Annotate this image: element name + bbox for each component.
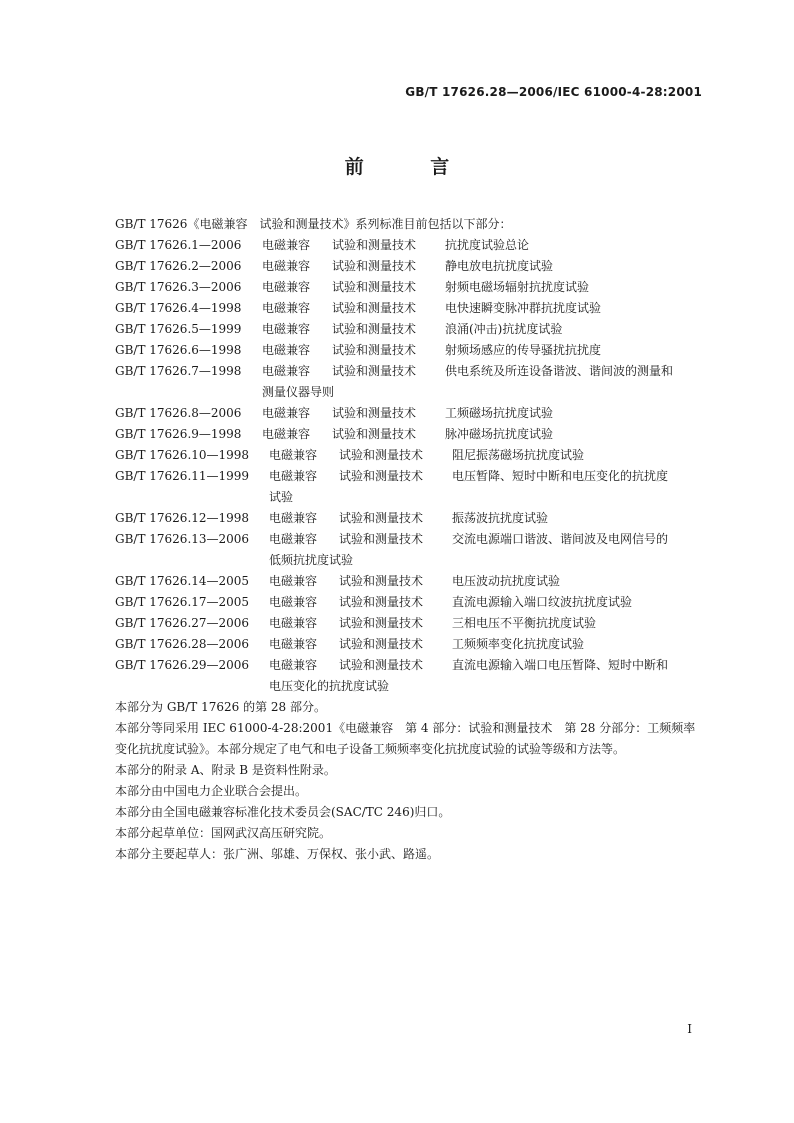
standard-subcategory: 试验和测量技术	[332, 427, 417, 441]
standard-subcategory: 试验和测量技术	[339, 574, 424, 588]
standard-title-text: 阻尼振荡磁场抗扰度试验	[452, 448, 585, 462]
standard-list-item-continuation	[115, 550, 705, 571]
intro-line: GB/T 17626《电磁兼容 试验和测量技术》系列标准目前包括以下部分：	[115, 217, 512, 231]
standard-list-item	[115, 655, 705, 676]
standards-list	[115, 235, 705, 697]
standard-title-continuation: 电压变化的抗扰度试验	[269, 679, 390, 693]
standard-category: 电磁兼容	[269, 595, 318, 609]
page-title: 前 言	[344, 156, 480, 178]
standard-list-item	[115, 277, 705, 298]
standard-list-item-continuation	[115, 676, 705, 697]
standard-list-item-continuation	[115, 487, 705, 508]
standard-category: 电磁兼容	[269, 532, 318, 546]
standard-title	[452, 508, 705, 529]
standard-subcategory: 试验和测量技术	[339, 616, 424, 630]
standard-title	[445, 403, 705, 424]
foreword-body	[115, 214, 705, 865]
standard-list-item	[115, 361, 705, 382]
standard-title-text: 直流电源输入端口纹波抗扰度试验	[452, 595, 633, 609]
standard-code: GB/T 17626.11—1999	[115, 469, 250, 483]
standard-category: 电磁兼容	[269, 637, 318, 651]
foreword-paragraph: 本部分的附录 A、附录 B 是资料性附录。	[115, 763, 336, 777]
standard-title-text: 射频场感应的传导骚扰抗扰度	[445, 343, 602, 357]
standard-title-continuation: 试验	[269, 490, 294, 504]
standard-title	[445, 361, 705, 382]
standard-subcategory: 试验和测量技术	[332, 259, 417, 273]
standard-subcategory: 试验和测量技术	[339, 511, 424, 525]
standard-title-text: 射频电磁场辐射抗扰度试验	[445, 280, 590, 294]
standard-list-item	[115, 466, 705, 487]
standard-title-text: 供电系统及所连设备谐波、谐间波的测量和	[445, 364, 674, 378]
standard-title-text: 电快速瞬变脉冲群抗扰度试验	[445, 301, 602, 315]
standard-title-text: 工频频率变化抗扰度试验	[452, 637, 585, 651]
standard-title	[452, 592, 705, 613]
standard-code: GB/T 17626.28—2006	[115, 637, 250, 651]
standard-title-text: 电压暂降、短时中断和电压变化的抗扰度	[452, 469, 669, 483]
standard-list-item	[115, 529, 705, 550]
standard-subcategory: 试验和测量技术	[332, 343, 417, 357]
standard-title-text: 静电放电抗扰度试验	[445, 259, 554, 273]
standard-list-item	[115, 340, 705, 361]
standard-title	[445, 340, 705, 361]
standard-title	[452, 571, 705, 592]
standard-subcategory: 试验和测量技术	[339, 532, 424, 546]
foreword-paragraph: 本部分等同采用 IEC 61000-4-28:2001《电磁兼容 第 4 部分：试验和测量技术 第 28 分部分：工频频率变化抗扰度试验》。本部分规定了电气和电子设备工频频率变化抗扰度试验的试验等级和方法等。	[115, 721, 696, 756]
standard-category: 电磁兼容	[262, 427, 311, 441]
standard-category: 电磁兼容	[262, 364, 311, 378]
standard-category: 电磁兼容	[262, 238, 311, 252]
standard-subcategory: 试验和测量技术	[339, 595, 424, 609]
standard-title	[445, 298, 705, 319]
standard-title-text: 脉冲磁场抗扰度试验	[445, 427, 554, 441]
standard-code: GB/T 17626.3—2006	[115, 280, 242, 294]
standard-code: GB/T 17626.13—2006	[115, 532, 250, 546]
standard-title-text: 浪涌(冲击)抗扰度试验	[445, 322, 563, 336]
standard-title	[445, 277, 705, 298]
standard-list-item	[115, 403, 705, 424]
foreword-paragraph: 本部分为 GB/T 17626 的第 28 部分。	[115, 700, 326, 714]
foreword-paragraph: 本部分起草单位：国网武汉高压研究院。	[115, 826, 332, 840]
standard-subcategory: 试验和测量技术	[332, 238, 417, 252]
standard-category: 电磁兼容	[269, 511, 318, 525]
standard-title-continuation: 低频抗扰度试验	[269, 553, 354, 567]
standard-list-item	[115, 613, 705, 634]
standard-list-item	[115, 634, 705, 655]
standard-code: GB/T 17626.9—1998	[115, 427, 242, 441]
standard-title	[445, 424, 705, 445]
standard-category: 电磁兼容	[269, 448, 318, 462]
standard-code: GB/T 17626.17—2005	[115, 595, 250, 609]
standard-title-continuation: 测量仪器导则	[262, 385, 335, 399]
standard-list-item	[115, 319, 705, 340]
standard-subcategory: 试验和测量技术	[332, 406, 417, 420]
standard-category: 电磁兼容	[262, 301, 311, 315]
standard-code: GB/T 17626.2—2006	[115, 259, 242, 273]
standard-title	[452, 529, 705, 550]
standard-title	[452, 634, 705, 655]
standard-category: 电磁兼容	[269, 616, 318, 630]
page-number: I	[687, 1022, 692, 1036]
standard-code: GB/T 17626.7—1998	[115, 364, 242, 378]
standard-title-text: 工频磁场抗扰度试验	[445, 406, 554, 420]
standard-title-text: 三相电压不平衡抗扰度试验	[452, 616, 597, 630]
standard-code: GB/T 17626.27—2006	[115, 616, 250, 630]
standard-list-item	[115, 508, 705, 529]
standard-title	[452, 655, 705, 676]
foreword-paragraph: 本部分由中国电力企业联合会提出。	[115, 784, 308, 798]
standard-code: GB/T 17626.8—2006	[115, 406, 242, 420]
standard-category: 电磁兼容	[262, 343, 311, 357]
standard-title-text: 交流电源端口谐波、谐间波及电网信号的	[452, 532, 669, 546]
standard-title	[452, 466, 705, 487]
standard-title-text: 直流电源输入端口电压暂降、短时中断和	[452, 658, 669, 672]
standard-title	[445, 235, 705, 256]
standard-list-item	[115, 592, 705, 613]
standard-code: GB/T 17626.12—1998	[115, 511, 250, 525]
standard-title	[445, 256, 705, 277]
standard-list-item-continuation	[115, 382, 705, 403]
standard-subcategory: 试验和测量技术	[332, 322, 417, 336]
standard-category: 电磁兼容	[269, 658, 318, 672]
standard-list-item	[115, 256, 705, 277]
standard-subcategory: 试验和测量技术	[339, 637, 424, 651]
standard-title-text: 电压波动抗扰度试验	[452, 574, 561, 588]
standard-subcategory: 试验和测量技术	[339, 448, 424, 462]
foreword-paragraph: 本部分由全国电磁兼容标准化技术委员会(SAC/TC 246)归口。	[115, 805, 451, 819]
standard-category: 电磁兼容	[262, 259, 311, 273]
standard-subcategory: 试验和测量技术	[332, 301, 417, 315]
standard-title-text: 振荡波抗扰度试验	[452, 511, 549, 525]
standard-category: 电磁兼容	[262, 280, 311, 294]
foreword-paragraph: 本部分主要起草人：张广洲、邬雄、万保权、张小武、路遥。	[115, 847, 440, 861]
standard-subcategory: 试验和测量技术	[332, 280, 417, 294]
standard-title	[452, 445, 705, 466]
standard-category: 电磁兼容	[269, 469, 318, 483]
document-header-code: GB/T 17626.28—2006/IEC 61000-4-28:2001	[405, 85, 702, 99]
standard-category: 电磁兼容	[262, 322, 311, 336]
foreword-paragraphs	[115, 697, 705, 865]
standard-code: GB/T 17626.1—2006	[115, 238, 242, 252]
standard-subcategory: 试验和测量技术	[339, 469, 424, 483]
standard-code: GB/T 17626.5—1999	[115, 322, 242, 336]
standard-title	[445, 319, 705, 340]
standard-subcategory: 试验和测量技术	[332, 364, 417, 378]
standard-list-item	[115, 298, 705, 319]
standard-category: 电磁兼容	[269, 574, 318, 588]
standard-code: GB/T 17626.14—2005	[115, 574, 250, 588]
standard-list-item	[115, 235, 705, 256]
standard-title-text: 抗扰度试验总论	[445, 238, 530, 252]
standard-list-item	[115, 445, 705, 466]
standard-code: GB/T 17626.6—1998	[115, 343, 242, 357]
standard-code: GB/T 17626.29—2006	[115, 658, 250, 672]
standard-list-item	[115, 571, 705, 592]
standard-title	[452, 613, 705, 634]
standard-subcategory: 试验和测量技术	[339, 658, 424, 672]
standard-code: GB/T 17626.4—1998	[115, 301, 242, 315]
standard-code: GB/T 17626.10—1998	[115, 448, 250, 462]
standard-list-item	[115, 424, 705, 445]
standard-category: 电磁兼容	[262, 406, 311, 420]
